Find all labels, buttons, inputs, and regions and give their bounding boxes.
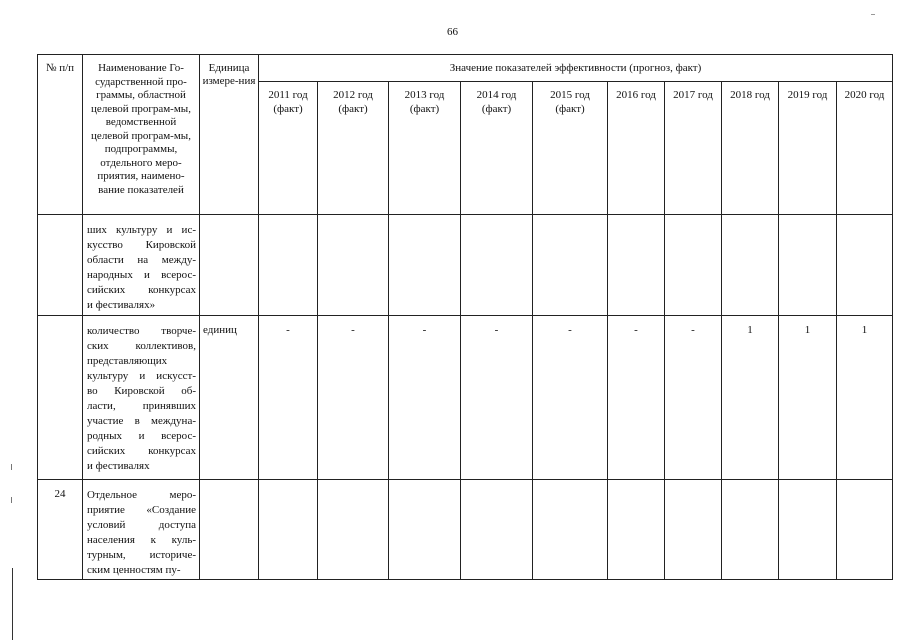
header-year-9 [837,82,893,215]
year-label: 2019 год [787,89,828,101]
name-line: участие в междуна- [87,415,196,427]
value-cell: - [318,316,389,480]
value-cell: - [259,316,318,480]
value-cell [779,480,837,580]
name-line: Отдельное меро- [87,489,196,501]
header-year-5 [608,82,665,215]
header-num: № п/п [38,55,83,215]
name-line: культуру и искусст- [87,370,196,382]
row-unit [200,480,259,580]
header-year-2 [389,82,461,215]
year-note: (факт) [481,103,512,115]
table-row [38,215,893,316]
margin-dot [11,464,12,470]
value-cell: - [533,316,608,480]
name-line: турным, историче- [87,549,196,561]
name-line: сийских конкурсах [87,445,196,457]
value-cell [389,215,461,316]
value-cell [259,215,318,316]
name-line: ших культуру и ис- [87,224,196,236]
header-year-0 [259,82,318,215]
name-line: приятие «Создание [87,504,196,516]
value-cell [608,215,665,316]
year-label: 2011 год [268,89,308,101]
header-row-1 [38,55,893,82]
value-cell: 1 [837,316,893,480]
row-name [83,316,200,480]
year-note: (факт) [555,103,585,115]
header-unit: Единица измере-ния [200,55,259,215]
value-cell [837,480,893,580]
value-cell [837,215,893,316]
year-note: (факт) [273,103,303,115]
value-cell [461,215,533,316]
row-number [38,316,83,480]
value-cell: - [389,316,461,480]
corner-mark [871,14,875,15]
header-year-4 [533,82,608,215]
value-cell: - [665,316,722,480]
row-name [83,480,200,580]
name-line: сийских конкурсах [87,284,196,296]
name-line: области на между- [87,254,196,266]
value-cell [318,215,389,316]
value-cell [608,480,665,580]
year-label: 2016 год [616,89,656,101]
value-cell [389,480,461,580]
year-label: 2013 год [404,89,445,101]
indicators-table [37,54,893,580]
table-row [38,316,893,480]
year-note: (факт) [338,103,368,115]
value-cell: - [461,316,533,480]
value-cell [533,215,608,316]
value-cell [533,480,608,580]
value-cell [722,480,779,580]
name-line: количество творче- [87,325,196,337]
value-cell [665,215,722,316]
value-cell [722,215,779,316]
year-note: (факт) [409,103,440,115]
header-name: Наименование Го-сударственной про-граммы, областной целевой програм-мы, ведомственной целевой програм-мы, подпрограммы, отдельного меро-приятия, наимено-вание показателей [83,55,200,215]
value-cell: 1 [722,316,779,480]
name-line: населения к куль- [87,534,196,546]
year-label: 2014 год [476,89,517,101]
value-cell [779,215,837,316]
year-label: 2012 год [333,89,373,101]
name-line: кусство Кировской [87,239,196,251]
name-line: ским ценностям пу- [87,564,181,576]
value-cell: 1 [779,316,837,480]
value-cell [665,480,722,580]
row-unit: единиц [200,316,259,480]
name-line: ских коллективов, [87,340,196,352]
header-year-8 [779,82,837,215]
header-year-7 [722,82,779,215]
row-number [38,215,83,316]
name-line: родных и всерос- [87,430,196,442]
page-number: 66 [447,26,458,38]
name-line: условий доступа [87,519,196,531]
name-line: представляющих [87,355,168,367]
year-label: 2017 год [673,89,713,101]
value-cell [259,480,318,580]
header-year-3 [461,82,533,215]
name-line: народных и всерос- [87,269,196,281]
year-label: 2020 год [844,89,885,101]
table-row [38,480,893,580]
name-line: и фестивалях [87,460,150,472]
margin-dot [11,497,12,503]
name-line: ласти, принявших [87,400,196,412]
value-cell [318,480,389,580]
name-line: во Кировской об- [87,385,196,397]
margin-line [12,568,13,640]
row-number: 24 [38,480,83,580]
header-indicator-values: Значение показателей эффективности (прогноз, факт) [259,55,893,82]
row-unit [200,215,259,316]
value-cell [461,480,533,580]
name-line: и фестивалях» [87,299,156,311]
year-label: 2018 год [730,89,770,101]
header-year-6 [665,82,722,215]
value-cell: - [608,316,665,480]
row-name [83,215,200,316]
year-label: 2015 год [550,89,590,101]
header-year-1 [318,82,389,215]
